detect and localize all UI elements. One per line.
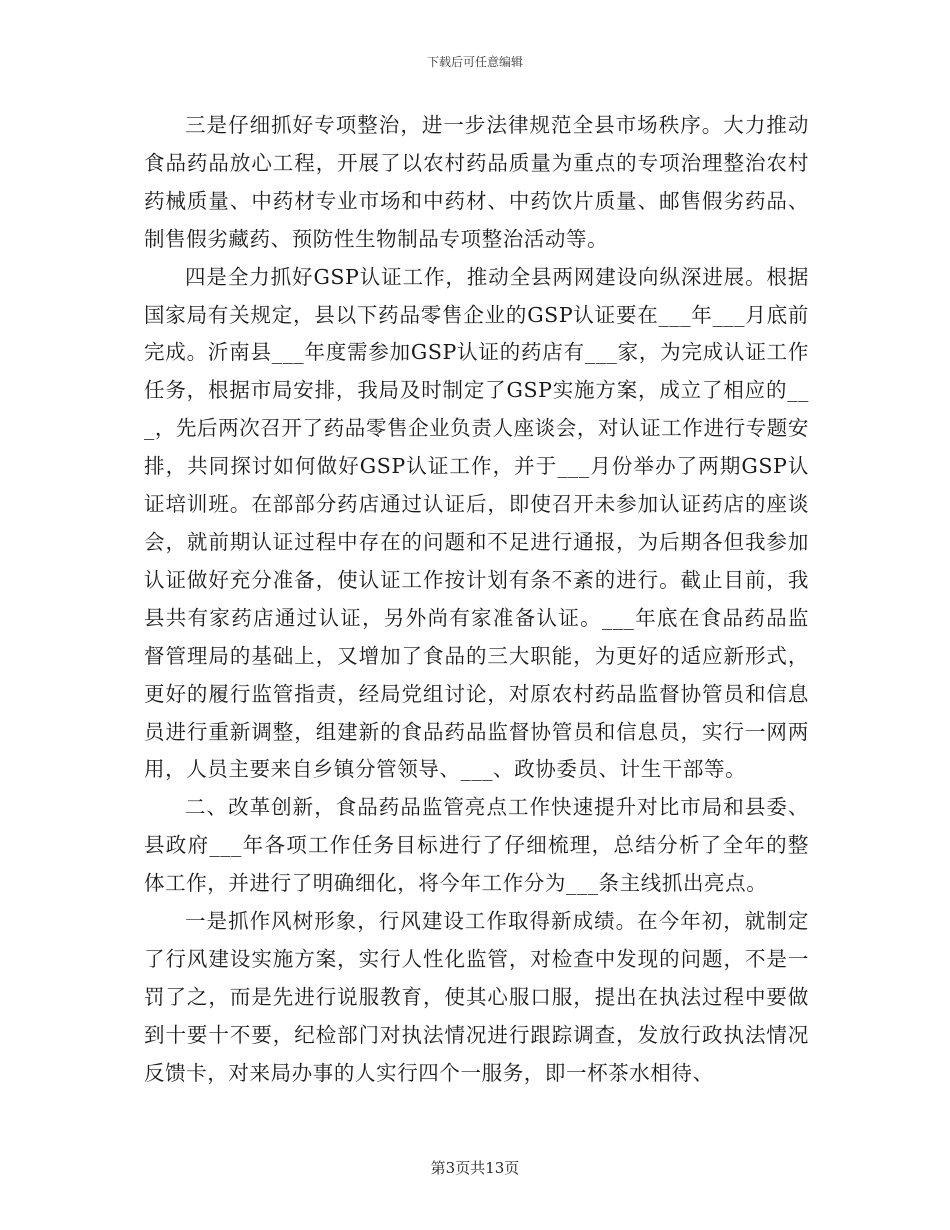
paragraph-2: 四是全力抓好GSP认证工作，推动全县两网建设向纵深进展。根据国家局有关规定，县以下药品零售企业的GSP认证要在___年___月底前完成。沂南县___年度需参加GSP认证的药店有___家，为完成认证工作任务，根据市局安排，我局及时制定了GSP实施方案，成立了相应的___，先后两次召开了药品零售企业负责人座谈会，对认证工作进行专题安排，共同探讨如何做好GSP认证工作，并于___月份举办了两期GSP认证培训班。在部部分药店通过认证后，即使召开未参加认证药店的座谈会，就前期认证过程中存在的问题和不足进行通报，为后期各但我参加认证做好充分准备，使认证工作按计划有条不紊的进行。截止目前，我县共有家药店通过认证，另外尚有家准备认证。___年底在食品药品监督管理局的基础上，又增加了食品的三大职能，为更好的适应新形式，更好的履行监管指责，经局党组讨论，对原农村药品监督协管员和信息员进行重新调整，组建新的食品药品监督协管员和信息员，实行一网两用，人员主要来自乡镇分管领导、___、政协委员、计生干部等。	[144, 264, 809, 782]
paragraph-4: 一是抓作风树形象，行风建设工作取得新成绩。在今年初，就制定了行风建设实施方案，实行人性化监管，对检查中发现的问题，不是一罚了之，而是先进行说服教育，使其心服口服，提出在执法过程中要做到十要十不要，纪检部门对执法情况进行跟踪调查，发放行政执法情况反馈卡，对来局办事的人实行四个一服务，即一杯茶水相待、	[144, 909, 809, 1085]
paragraph-3: 二、改革创新，食品药品监管亮点工作快速提升对比市局和县委、县政府___年各项工作任务目标进行了仔细梳理，总结分析了全年的整体工作，并进行了明确细化，将今年工作分为___条主线抓出亮点。	[144, 795, 809, 896]
document-body	[144, 107, 809, 1093]
header-note: 下载后可任意编辑	[426, 55, 523, 69]
paragraph-1: 三是仔细抓好专项整治，进一步法律规范全县市场秩序。大力推动食品药品放心工程，开展了以农村药品质量为重点的专项治理整治农村药械质量、中药材专业市场和中药材、中药饮片质量、邮售假劣药品、制售假劣藏药、预防性生物制品专项整治活动等。	[144, 113, 809, 251]
page-number: 第3页共13页	[430, 1159, 520, 1177]
